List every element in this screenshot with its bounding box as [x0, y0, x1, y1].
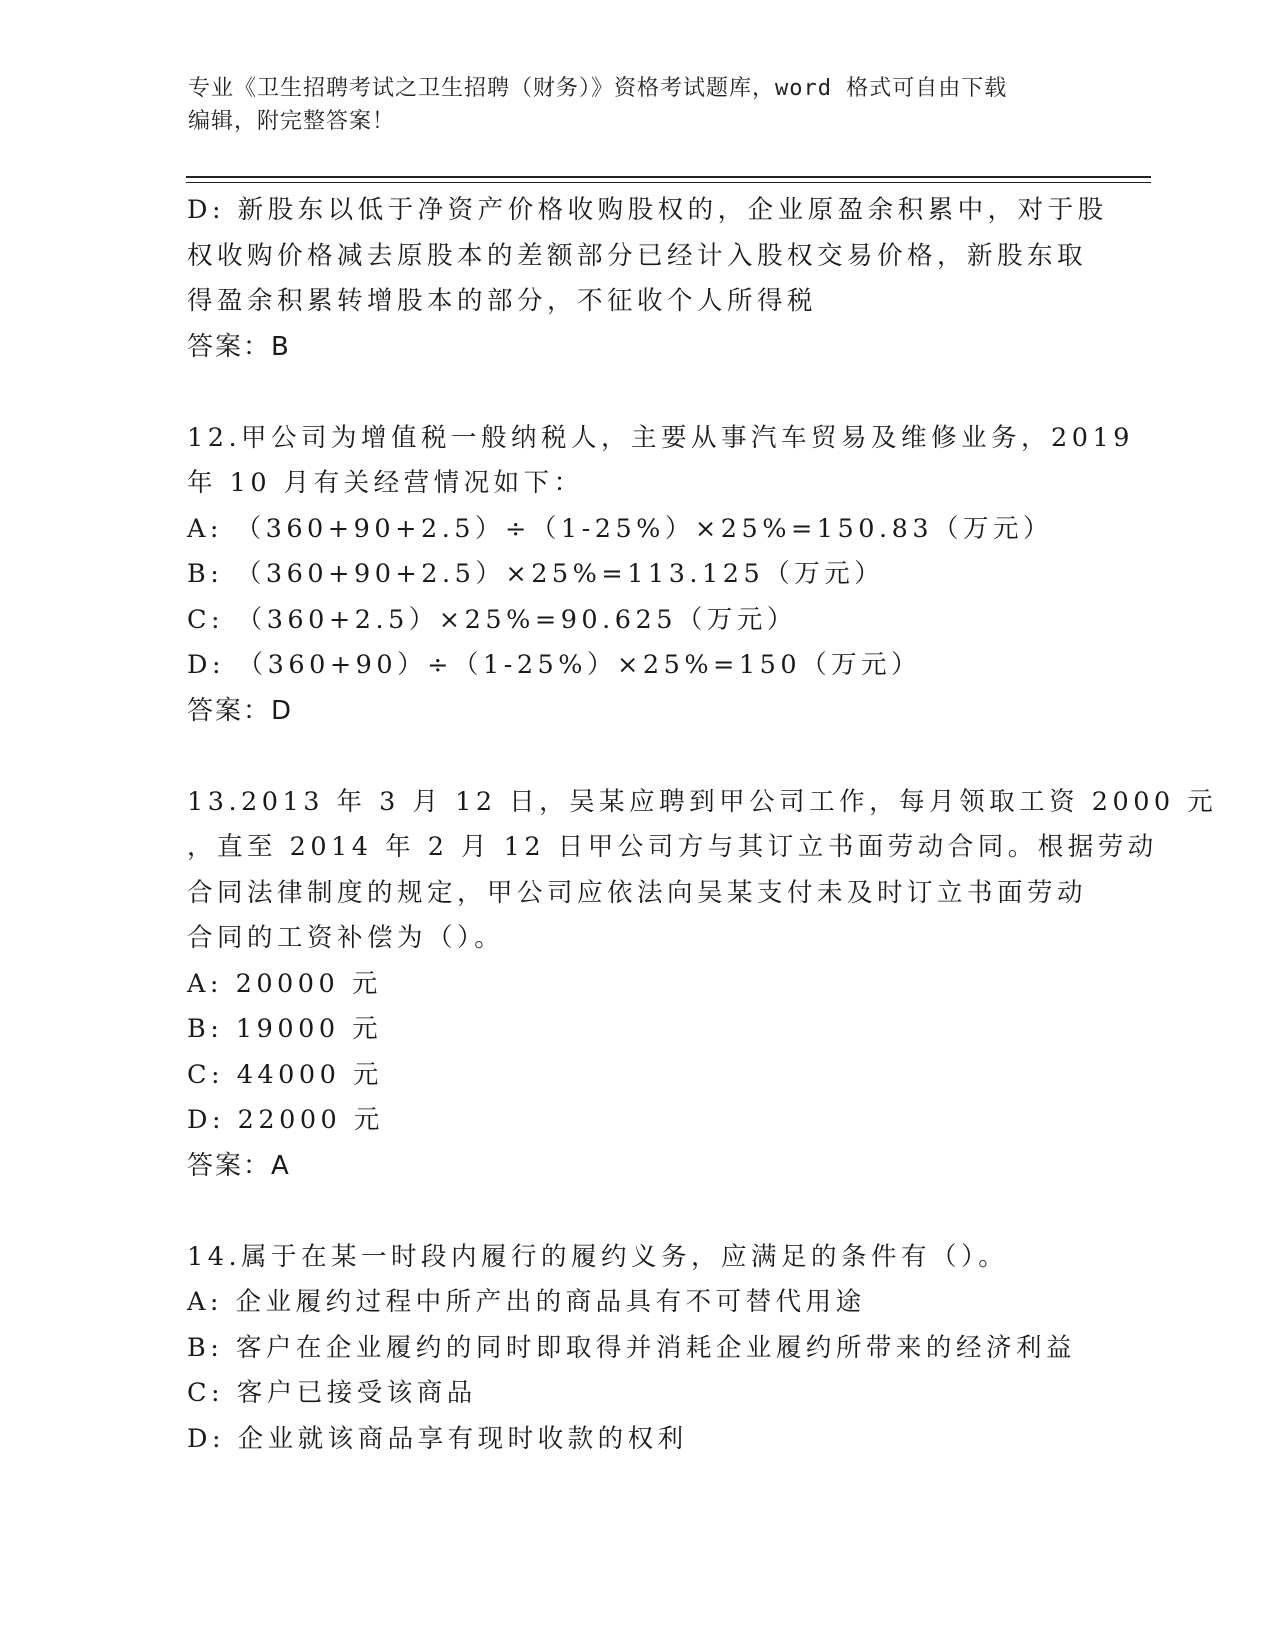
spacer — [187, 734, 1087, 780]
question-13 — [187, 780, 1218, 1190]
option-c: C: （360+2.5）×25%=90.625（万元） — [187, 604, 797, 635]
document-header — [188, 72, 1088, 138]
spacer — [187, 370, 1087, 416]
question-stem-line: 13.2013 年 3 月 12 日，吴某应聘到甲公司工作，每月领取工资 2000 元 — [187, 786, 1218, 817]
option-a: A: 企业履约过程中所产出的商品具有不可替代用途 — [187, 1287, 866, 1317]
answer-label: 答案：B — [187, 331, 291, 362]
header-line-1: 专业《卫生招聘考试之卫生招聘（财务）》资格考试题库，word 格式可自由下载 — [188, 76, 1008, 101]
option-d-line: 得盈余积累转增股本的部分，不征收个人所得税 — [187, 286, 818, 316]
option-c: C: 客户已接受该商品 — [187, 1378, 477, 1408]
question-stem-line: 合同法律制度的规定，甲公司应依法向吴某支付未及时订立书面劳动 — [187, 877, 1088, 908]
question-content — [187, 188, 1218, 1462]
option-b: B: 19000 元 — [187, 1014, 383, 1044]
option-a: A: （360+90+2.5）÷（1-25%）×25%=150.83（万元） — [187, 513, 1054, 544]
option-d: D: 22000 元 — [187, 1105, 384, 1135]
option-c: C: 44000 元 — [187, 1059, 383, 1090]
option-a: A: 20000 元 — [187, 968, 382, 999]
question-stem-line: 年 10 月有关经营情况如下： — [187, 468, 584, 498]
header-rule-thin — [186, 182, 1151, 183]
option-d: D: （360+90）÷（1-25%）×25%=150（万元） — [187, 650, 922, 680]
question-stem-line: 合同的工资补偿为（）。 — [187, 923, 505, 953]
question-stem-line: ，直至 2014 年 2 月 12 日甲公司方与其订立书面劳动合同。根据劳动 — [187, 832, 1158, 862]
answer-label: 答案：A — [187, 1150, 291, 1181]
question-stem-line: 12.甲公司为增值税一般纳税人，主要从事汽车贸易及维修业务，2019 — [187, 422, 1134, 453]
option-d-line: 权收购价格减去原股本的差额部分已经计入股权交易价格，新股东取 — [187, 240, 1088, 271]
question-11-tail — [187, 188, 1108, 370]
option-d: D: 企业就该商品享有现时收款的权利 — [187, 1423, 688, 1454]
header-line-2: 编辑，附完整答案！ — [188, 109, 396, 134]
option-b: B: （360+90+2.5）×25%=113.125（万元） — [187, 559, 885, 589]
option-d-line: D: 新股东以低于净资产价格收购股权的，企业原盈余积累中，对于股 — [187, 195, 1108, 225]
header-rule-thick — [186, 176, 1151, 178]
option-b: B: 客户在企业履约的同时即取得并消耗企业履约所带来的经济利益 — [187, 1332, 1076, 1363]
answer-label: 答案：D — [187, 695, 294, 726]
question-14 — [187, 1235, 1087, 1463]
question-stem-line: 14.属于在某一时段内履行的履约义务，应满足的条件有（）。 — [187, 1241, 1009, 1272]
spacer — [187, 1189, 1087, 1235]
question-12 — [187, 416, 1134, 735]
